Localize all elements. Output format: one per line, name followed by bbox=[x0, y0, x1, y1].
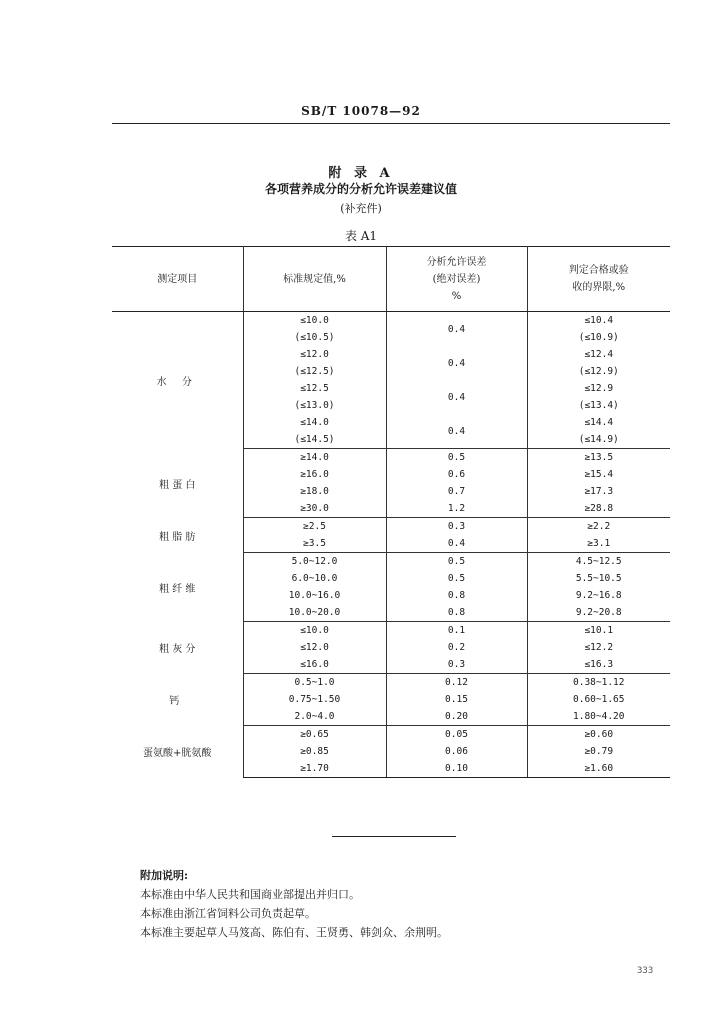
error-cell: 0.4 bbox=[386, 380, 527, 414]
table-row bbox=[112, 312, 670, 330]
error-cell: 0.7 bbox=[386, 483, 527, 500]
document-code: SB/T 10078—92 bbox=[301, 104, 421, 118]
limit-cell: ≤10.4 bbox=[527, 312, 670, 330]
limit-cell: 9.2~16.8 bbox=[527, 587, 670, 604]
standard-cell: ≥14.0 bbox=[243, 449, 386, 467]
limit-cell: ≥15.4 bbox=[527, 466, 670, 483]
header-error-line1: 分析允许误差 bbox=[426, 256, 487, 268]
standard-cell: 10.0~16.0 bbox=[243, 587, 386, 604]
limit-cell: ≥0.79 bbox=[527, 743, 670, 760]
error-cell: 0.10 bbox=[386, 760, 527, 778]
standard-cell: (≤10.5) bbox=[243, 329, 386, 346]
page-number: 333 bbox=[637, 966, 654, 976]
limit-cell: 0.38~1.12 bbox=[527, 674, 670, 692]
item-cell: 粗 纤 维 bbox=[159, 583, 196, 595]
error-cell: 0.3 bbox=[386, 656, 527, 674]
table-row bbox=[112, 674, 670, 692]
limit-cell: ≥3.1 bbox=[527, 535, 670, 553]
standard-cell: 0.75~1.50 bbox=[243, 691, 386, 708]
standard-cell: ≤12.0 bbox=[243, 639, 386, 656]
limit-cell: 1.80~4.20 bbox=[527, 708, 670, 726]
limit-cell: ≤10.1 bbox=[527, 622, 670, 640]
header-rule bbox=[112, 123, 670, 124]
notes-title: 附加说明: bbox=[140, 869, 189, 882]
standard-cell: ≥2.5 bbox=[243, 518, 386, 536]
table-row bbox=[112, 449, 670, 467]
limit-cell: (≤14.9) bbox=[527, 431, 670, 449]
standard-cell: (≤12.5) bbox=[243, 363, 386, 380]
standard-cell: 10.0~20.0 bbox=[243, 604, 386, 622]
limit-cell: (≤12.9) bbox=[527, 363, 670, 380]
error-cell: 1.2 bbox=[386, 500, 527, 518]
error-cell: 0.2 bbox=[386, 639, 527, 656]
end-rule bbox=[332, 836, 456, 837]
limit-cell: ≤12.4 bbox=[527, 346, 670, 363]
header-limit bbox=[527, 247, 670, 312]
limit-cell: (≤10.9) bbox=[527, 329, 670, 346]
limit-cell: ≥2.2 bbox=[527, 518, 670, 536]
standard-cell: 2.0~4.0 bbox=[243, 708, 386, 726]
error-cell: 0.5 bbox=[386, 553, 527, 571]
limit-cell: (≤13.4) bbox=[527, 397, 670, 414]
header-limit-line1: 判定合格或验 bbox=[568, 265, 629, 276]
limit-cell: 9.2~20.8 bbox=[527, 604, 670, 622]
standard-cell: ≥16.0 bbox=[243, 466, 386, 483]
limit-cell: ≤16.3 bbox=[527, 656, 670, 674]
error-cell: 0.3 bbox=[386, 518, 527, 536]
limit-cell: ≥1.60 bbox=[527, 760, 670, 778]
table-header-row bbox=[112, 247, 670, 312]
standard-cell: ≥18.0 bbox=[243, 483, 386, 500]
error-cell: 0.12 bbox=[386, 674, 527, 692]
item-cell: 粗 灰 分 bbox=[159, 644, 196, 655]
error-cell: 0.5 bbox=[386, 570, 527, 587]
standard-cell: ≤12.5 bbox=[243, 380, 386, 397]
table-row bbox=[112, 622, 670, 640]
standard-cell: 5.0~12.0 bbox=[243, 553, 386, 571]
limit-cell: ≥17.3 bbox=[527, 483, 670, 500]
error-cell: 0.20 bbox=[386, 708, 527, 726]
limit-cell: ≤12.9 bbox=[527, 380, 670, 397]
error-cell: 0.4 bbox=[386, 346, 527, 380]
error-cell: 0.4 bbox=[386, 535, 527, 553]
appendix-title: 各项营养成分的分析允许误差建议值 bbox=[264, 182, 457, 196]
header-error-line2: (绝对误差) bbox=[432, 273, 481, 285]
limit-cell: ≥13.5 bbox=[527, 449, 670, 467]
table-row bbox=[112, 726, 670, 744]
limit-cell: ≤14.4 bbox=[527, 414, 670, 431]
header-error-line3: % bbox=[451, 290, 462, 302]
standard-cell: ≥1.70 bbox=[243, 760, 386, 778]
table-row bbox=[112, 553, 670, 571]
notes-line: 本标准主要起草人马笈高、陈伯有、王贤勇、韩剑众、余荆明。 bbox=[140, 926, 448, 939]
table-row bbox=[112, 518, 670, 536]
error-cell: 0.05 bbox=[386, 726, 527, 744]
tolerance-table bbox=[112, 246, 670, 778]
item-cell: 粗 蛋 白 bbox=[159, 479, 196, 491]
notes-line: 本标准由中华人民共和国商业部提出并归口。 bbox=[140, 888, 360, 901]
error-cell: 0.15 bbox=[386, 691, 527, 708]
standard-cell: ≥3.5 bbox=[243, 535, 386, 553]
standard-cell: (≤13.0) bbox=[243, 397, 386, 414]
standard-cell: (≤14.5) bbox=[243, 431, 386, 449]
standard-cell: ≤10.0 bbox=[243, 622, 386, 640]
error-cell: 0.4 bbox=[386, 414, 527, 449]
header-limit-line2: 收的界限,% bbox=[572, 282, 626, 293]
standard-cell: ≥0.85 bbox=[243, 743, 386, 760]
standard-cell: ≥30.0 bbox=[243, 500, 386, 518]
additional-notes bbox=[140, 866, 448, 942]
limit-cell: 4.5~12.5 bbox=[527, 553, 670, 571]
error-cell: 0.8 bbox=[386, 587, 527, 604]
error-cell: 0.1 bbox=[386, 622, 527, 640]
limit-cell: ≤12.2 bbox=[527, 639, 670, 656]
error-cell: 0.6 bbox=[386, 466, 527, 483]
header-standard: 标准规定值,% bbox=[243, 247, 386, 312]
standard-cell: 0.5~1.0 bbox=[243, 674, 386, 692]
standard-cell: ≤10.0 bbox=[243, 312, 386, 330]
item-cell: 钙 bbox=[169, 696, 186, 707]
item-cell: 水 分 bbox=[156, 376, 198, 388]
standard-cell: ≤14.0 bbox=[243, 414, 386, 431]
standard-cell: ≥0.65 bbox=[243, 726, 386, 744]
standard-cell: 6.0~10.0 bbox=[243, 570, 386, 587]
error-cell: 0.4 bbox=[386, 312, 527, 347]
limit-cell: 5.5~10.5 bbox=[527, 570, 670, 587]
limit-cell: 0.60~1.65 bbox=[527, 691, 670, 708]
appendix-subtitle: (补充件) bbox=[340, 202, 382, 215]
item-cell: 蛋氨酸+胱氨酸 bbox=[143, 748, 212, 759]
header-item: 测定项目 bbox=[112, 247, 243, 312]
error-cell: 0.06 bbox=[386, 743, 527, 760]
table-caption: 表 A1 bbox=[344, 229, 378, 243]
limit-cell: ≥28.8 bbox=[527, 500, 670, 518]
item-cell: 粗 脂 肪 bbox=[159, 531, 196, 543]
standard-cell: ≤16.0 bbox=[243, 656, 386, 674]
error-cell: 0.5 bbox=[386, 449, 527, 467]
standard-cell: ≤12.0 bbox=[243, 346, 386, 363]
notes-line: 本标准由浙江省饲料公司负责起草。 bbox=[140, 907, 316, 920]
header-error bbox=[386, 247, 527, 312]
appendix-label: 附 录 A bbox=[328, 166, 394, 181]
error-cell: 0.8 bbox=[386, 604, 527, 622]
limit-cell: ≥0.60 bbox=[527, 726, 670, 744]
